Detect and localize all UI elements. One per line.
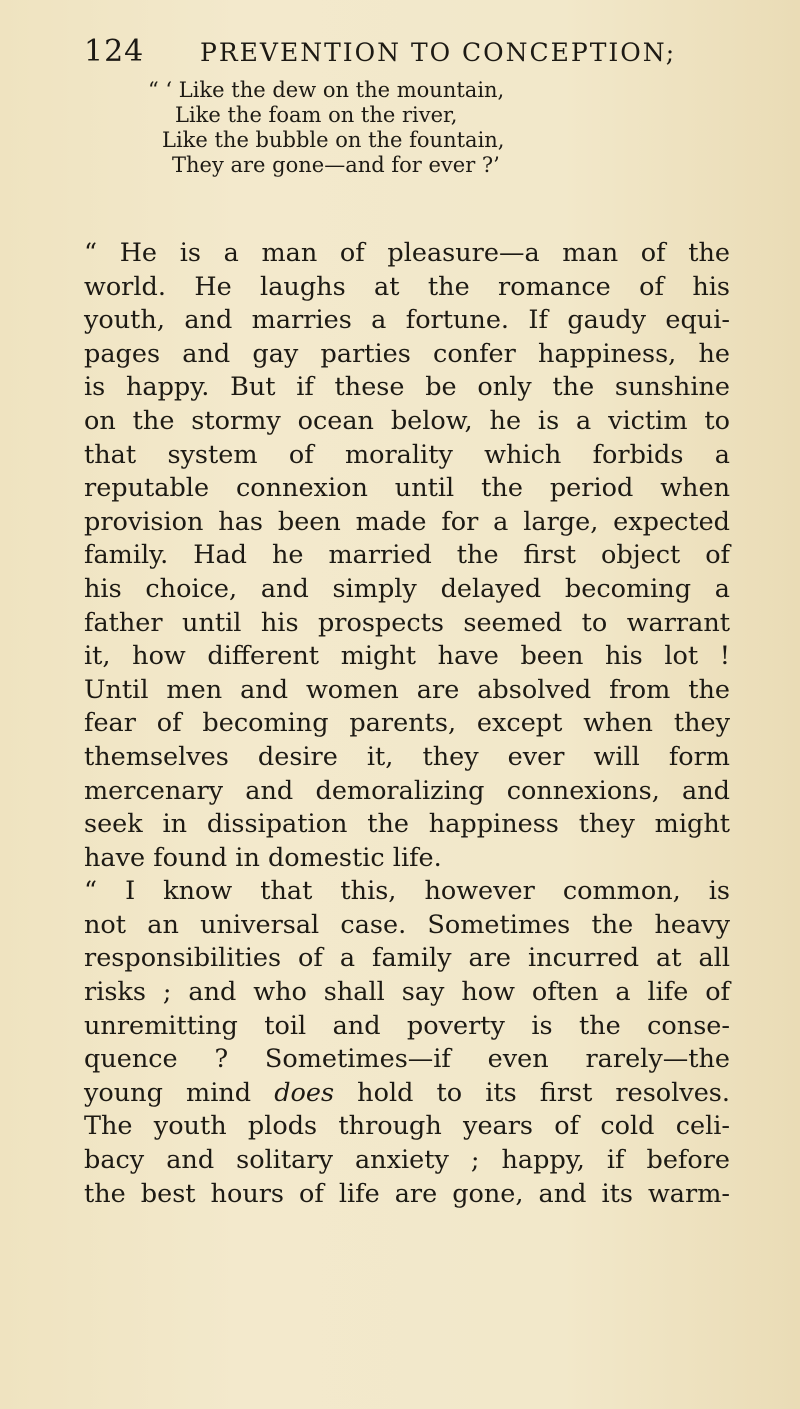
- text-line: his choice, and simply delayed becoming a: [84, 573, 730, 604]
- text-line: world. He laughs at the romance of his: [84, 271, 730, 302]
- text-line: pages and gay parties confer happiness, he: [84, 338, 730, 369]
- text-line: father until his prospects seemed to warrant: [84, 607, 730, 638]
- text-line: “ I know that this, however common, is: [84, 876, 730, 907]
- text-line: mercenary and demoralizing connexions, and: [84, 775, 730, 806]
- poem-line: Like the bubble on the fountain,: [162, 128, 505, 152]
- text-line: reputable connexion until the period when: [84, 473, 730, 504]
- page-header: [84, 34, 744, 74]
- text-line: bacy and solitary anxiety ; happy, if before: [84, 1145, 730, 1176]
- text-run: hold to its first resolves.: [334, 1077, 730, 1108]
- text-line: is happy. But if these be only the sunshine: [84, 372, 730, 403]
- text-line: seek in dissipation the happiness they might: [84, 809, 730, 840]
- text-line: the best hours of life are gone, and its warm-: [84, 1178, 730, 1209]
- text-line: not an universal case. Sometimes the heavy: [84, 909, 730, 940]
- text-line: fear of becoming parents, except when they: [84, 708, 730, 739]
- poem-line: They are gone—and for ever ?’: [172, 153, 500, 177]
- text-line: family. Had he married the first object of: [84, 540, 730, 571]
- text-line: youth, and marries a fortune. If gaudy equi-: [84, 305, 730, 336]
- poem-line: Like the foam on the river,: [175, 103, 458, 127]
- text-line: it, how different might have been his lot !: [84, 641, 730, 672]
- text-line: provision has been made for a large, expected: [84, 506, 730, 537]
- text-line-with-emphasis: [84, 1077, 730, 1111]
- text-line: “ He is a man of pleasure—a man of the: [84, 238, 730, 268]
- text-line: risks ; and who shall say how often a life of: [84, 977, 730, 1008]
- text-line: The youth plods through years of cold celi-: [84, 1111, 730, 1142]
- body-text: [84, 237, 730, 1211]
- text-line: on the stormy ocean below, he is a victim to: [84, 405, 730, 436]
- poem-line: “ ‘ Like the dew on the mountain,: [148, 78, 505, 102]
- page-number: 124: [84, 34, 145, 69]
- paragraph-1: [84, 237, 730, 875]
- paragraph-2: [84, 875, 730, 1211]
- text-line: Until men and women are absolved from the: [84, 674, 730, 705]
- text-line: themselves desire it, they ever will form: [84, 741, 730, 772]
- running-head: PREVENTION TO CONCEPTION;: [200, 38, 677, 67]
- emphasized-word: does: [274, 1077, 335, 1108]
- text-line: that system of morality which forbids a: [84, 439, 730, 470]
- text-line: unremitting toil and poverty is the conse-: [84, 1010, 730, 1041]
- text-line: responsibilities of a family are incurred at all: [84, 943, 730, 974]
- text-line: have found in domestic life.: [84, 842, 442, 873]
- text-line: quence ? Sometimes—if even rarely—the: [84, 1044, 730, 1075]
- text-run: young mind: [84, 1077, 275, 1108]
